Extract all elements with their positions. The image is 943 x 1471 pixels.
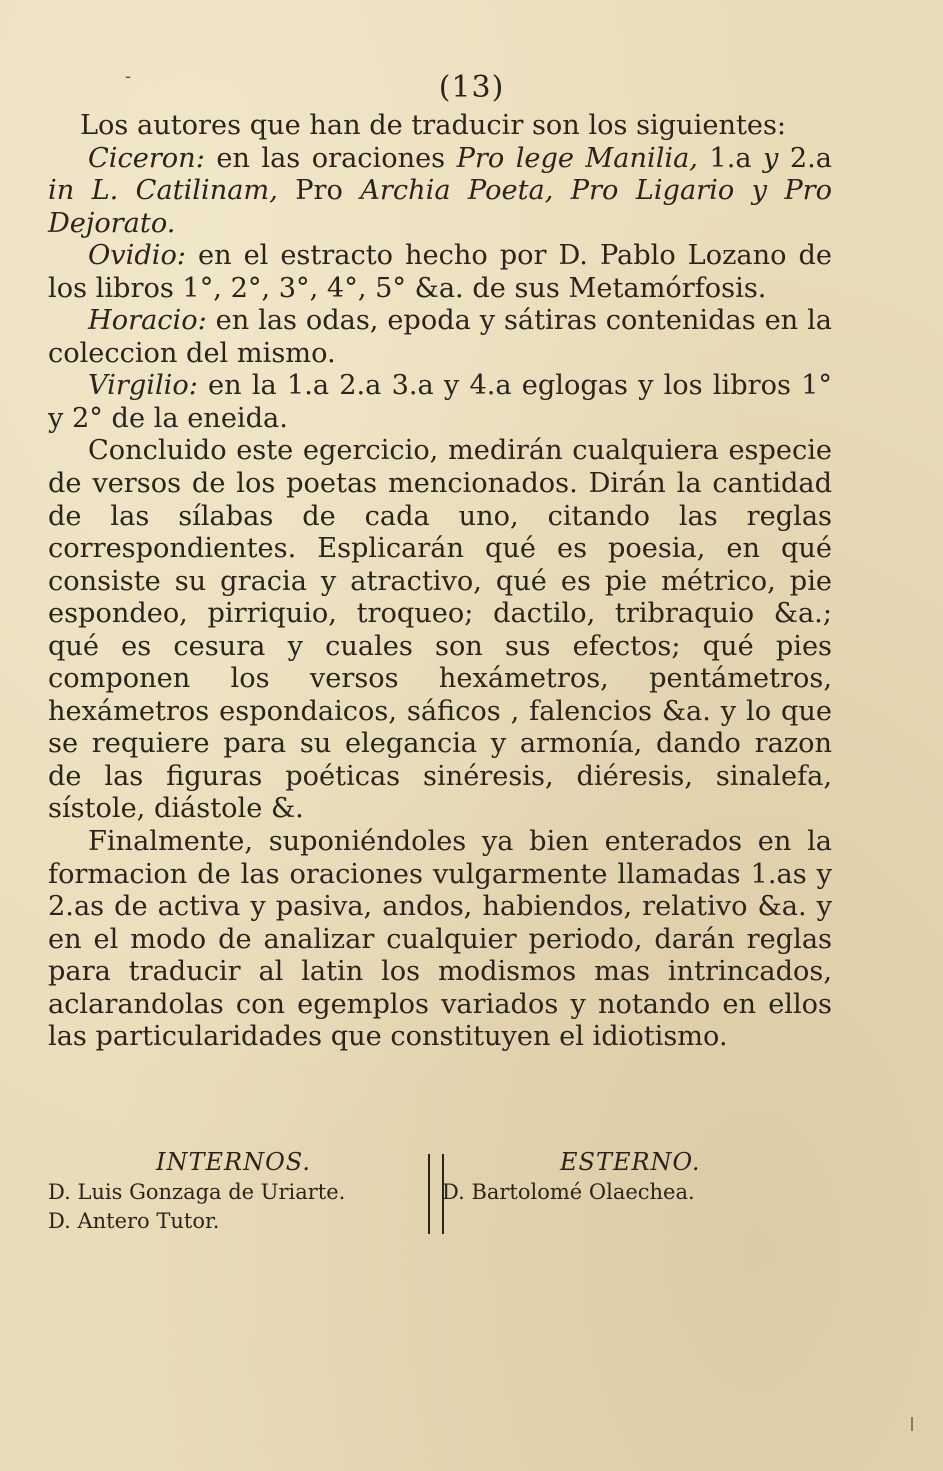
esterno-heading: ESTERNO.: [560, 1148, 701, 1176]
text-run: Virgilio:: [88, 370, 198, 402]
internos-name-1: D. Luis Gonzaga de Uriarte.: [48, 1180, 346, 1204]
text-run: Archia Poeta, Pro Ligario y Pro Dejorato.: [48, 175, 832, 239]
text-run: Pro lege Manilia,: [456, 142, 698, 174]
page-number: (13): [438, 70, 505, 105]
text-run: in L. Catilinam,: [48, 175, 278, 207]
text-run: Ovidio:: [88, 240, 186, 272]
paragraph-ovidio: [48, 240, 832, 305]
text-run: Finalmente, suponiéndoles ya bien enterados en la formacion de las oraciones vulgarmente llamadas 1.as y 2.as de activa y pasiva, andos, habiendos, relativo &a. y en el modo de analizar cualquier periodo, darán reglas para traducir al latin los modismos mas intrincados, aclarandolas con egemplos variados y notando en ellos las particularidades que constituyen el idiotismo.: [48, 826, 832, 1053]
text-run: y: [763, 142, 779, 174]
signature-block: [48, 1148, 832, 1238]
internos-name-2: D. Antero Tutor.: [48, 1209, 220, 1233]
esterno-name-1: D. Bartolomé Olaechea.: [442, 1180, 695, 1204]
text-run: Horacio:: [88, 305, 207, 337]
text-run: Ciceron:: [88, 142, 205, 174]
corner-mark: -: [125, 66, 132, 87]
text-run: en las oraciones: [204, 142, 457, 174]
paragraph-horacio: [48, 305, 832, 370]
margin-mark: [911, 1417, 913, 1431]
internos-heading: INTERNOS.: [156, 1148, 311, 1176]
paragraph-ciceron: [48, 143, 832, 241]
text-run: 1.a: [697, 142, 764, 174]
text-run: en la 1.a 2.a 3.a y 4.a eglogas y los libros 1° y 2° de la eneida.: [48, 370, 832, 434]
text-run: en el estracto hecho por D. Pablo Lozano de los libros 1°, 2°, 3°, 4°, 5° &a. de sus Metamórfosis.: [48, 240, 832, 304]
signatures-internos: [48, 1148, 418, 1236]
text-run: en las odas, epoda y sátiras contenidas en la coleccion del mismo.: [48, 305, 832, 369]
text-run: Concluido este egercicio, medirán cualquiera especie de versos de los poetas mencionados. Dirán la cantidad de las sílabas de cada uno, citando las reglas correspondientes. Esplicarán qué es poesia, en qué consiste su gracia y atractivo, qué es pie métrico, pie espondeo, pirriquio, troqueo; dactilo, tribraquio &a.; qué es cesura y cuales son sus efectos; qué pies componen los versos hexámetros, pentámetros, hexámetros espondaicos, sáficos , falencios &a. y lo que se requiere para su elegancia y armonía, dando razon de las figuras poéticas sinéresis, diéresis, sinalefa, sístole, diástole &.: [48, 435, 832, 825]
paragraph-finalmente: [48, 826, 832, 1054]
paragraph-intro: [48, 110, 832, 143]
text-run: 2.a: [778, 142, 832, 174]
paragraph-virgilio: [48, 370, 832, 435]
text-run: Los autores que han de traducir son los siguientes:: [80, 110, 787, 141]
body-text: [48, 110, 832, 1054]
signatures-esterno: [442, 1148, 832, 1207]
paragraph-concluido: [48, 435, 832, 826]
text-run: Pro: [277, 175, 361, 207]
